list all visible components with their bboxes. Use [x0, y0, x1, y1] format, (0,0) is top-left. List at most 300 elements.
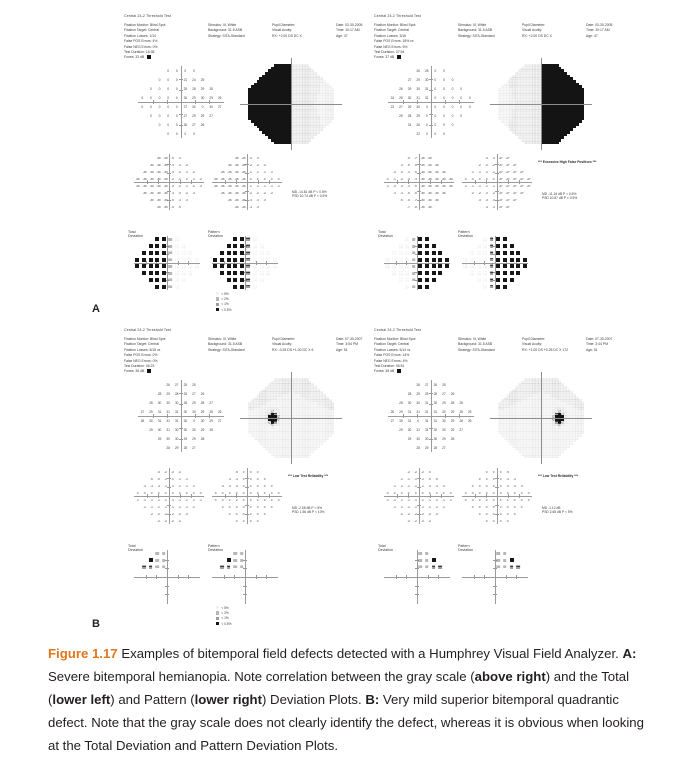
probability-symbol: [188, 265, 191, 268]
total-deviation-symbols-A-right: [384, 236, 450, 290]
deviation-value: -1: [442, 497, 445, 502]
probability-symbol: [432, 244, 436, 248]
hfa-printout-A-right: [370, 14, 632, 314]
deviation-value: -1: [178, 176, 181, 181]
deviation-value: -5: [157, 476, 160, 481]
deviation-value: -4: [492, 204, 495, 209]
threshold-grid-A-left: [138, 66, 224, 138]
grayscale-cell: [308, 453, 311, 456]
deviation-value: -1: [185, 497, 188, 502]
threshold-value: 0: [175, 122, 178, 127]
threshold-grid-A-right-tick: [429, 114, 432, 115]
deviation-value: 0: [499, 476, 502, 481]
probability-symbol: [220, 565, 224, 569]
threshold-grid-B-left-tick: [195, 414, 196, 417]
deviation-value: -2: [492, 190, 495, 195]
threshold-value: 29: [399, 409, 403, 414]
label-line: Total: [378, 544, 386, 548]
probability-symbol: [182, 251, 185, 254]
deviation-value: -3: [400, 169, 403, 174]
threshold-grid-B-left-tick: [179, 404, 182, 405]
deviation-value: -1: [199, 497, 202, 502]
deviation-value: 0: [270, 497, 273, 502]
threshold-value: 0: [460, 95, 462, 100]
probability-symbol: [477, 265, 480, 268]
deviation-value: -27: [498, 155, 503, 160]
threshold-grid-A-right-tick: [429, 79, 432, 80]
deviation-value: 0: [506, 504, 509, 509]
deviation-value: -2: [256, 162, 259, 167]
threshold-value: 31: [424, 86, 429, 91]
deviation-value: -3: [506, 483, 509, 488]
deviation-value: 0: [242, 476, 245, 481]
deviation-value: -27: [498, 162, 503, 167]
probability-symbol: [155, 251, 159, 255]
threshold-value: 0: [175, 68, 178, 73]
probability-symbol: [445, 264, 449, 268]
pattern-deviation-numeric-A-right-h-axis: [462, 182, 532, 183]
probability-symbol: [418, 237, 422, 241]
deviation-value: -1: [171, 476, 174, 481]
deviation-value: -1: [171, 497, 174, 502]
probability-symbol: [155, 558, 159, 562]
threshold-value: 28: [209, 409, 213, 414]
hfa-printout-B-left: [120, 328, 382, 628]
printout-field: Strategy: SITA-Standard: [208, 347, 245, 352]
grayscale-cell: [305, 455, 308, 458]
deviation-value: -1: [407, 497, 410, 502]
threshold-value: 26: [200, 122, 205, 127]
probability-symbol: [246, 237, 250, 241]
probability-symbol: [490, 237, 494, 241]
printout-field: Pupil Diameter:: [272, 337, 296, 341]
threshold-value: 28: [459, 409, 463, 414]
threshold-value: 30: [442, 409, 446, 414]
deviation-value: -2: [428, 518, 431, 523]
printout-field: Fixation Losses: 1/14: [124, 33, 157, 38]
probability-symbol: [240, 285, 244, 289]
probability-symbol: [227, 264, 231, 268]
deviation-value: -27: [512, 169, 517, 174]
printout-field: Visual Acuity:: [522, 28, 543, 33]
deviation-value: -2: [178, 511, 181, 516]
printout-field: Time: 3:54 PM: [336, 342, 358, 347]
deviation-value: 0: [256, 511, 259, 516]
deviation-value: -2: [256, 190, 259, 195]
deviation-value: -5: [407, 162, 410, 167]
probability-symbol: [213, 264, 217, 268]
deviation-value: 0: [478, 511, 481, 516]
probability-symbol: [188, 251, 191, 254]
threshold-value: 0: [434, 86, 437, 91]
deviation-value: 0: [520, 497, 523, 502]
deviation-value: 0: [249, 483, 252, 488]
printout-header-col2: [458, 23, 495, 39]
total-deviation-symbols-B-left-tick: [146, 575, 147, 578]
printout-field: Time: 10:17 AM: [336, 28, 360, 33]
printout-field: Pupil Diameter:: [272, 23, 296, 27]
deviation-value: 0: [256, 176, 259, 181]
deviation-value: -30: [427, 155, 432, 160]
grayscale-cell: [314, 133, 317, 136]
probability-symbol: [162, 251, 166, 255]
deviation-value: -30: [420, 162, 425, 167]
deviation-value: 0: [242, 504, 245, 509]
deviation-value: -2: [421, 469, 424, 474]
deviation-value: -2: [249, 162, 252, 167]
probability-symbol: [419, 552, 423, 556]
deviation-value: 0: [242, 490, 245, 495]
probability-symbol: [496, 285, 500, 289]
deviation-value: 0: [277, 497, 280, 502]
deviation-value: -3: [492, 197, 495, 202]
probability-symbol: [510, 558, 514, 562]
legend-label: < 2%: [221, 297, 229, 302]
probability-symbol: [483, 258, 486, 261]
probability-symbol: [233, 565, 237, 569]
deviation-value: 0: [499, 518, 502, 523]
deviation-value: -2: [485, 190, 488, 195]
threshold-value: 30: [407, 427, 412, 432]
total-deviation-symbols-B-left-tick: [165, 568, 168, 569]
threshold-value: 0: [167, 95, 169, 100]
printout-field: Stimulus: III, White: [458, 337, 487, 341]
deviation-value: -26: [241, 190, 246, 195]
pattern-deviation-symbols-B-right-tick: [474, 575, 475, 578]
deviation-value: -4: [150, 483, 153, 488]
threshold-value: 0: [443, 95, 445, 100]
printout-field: RX: -0.25 DS +1.00 DC X 6: [272, 347, 314, 352]
probability-symbol: [253, 278, 256, 281]
threshold-value: 31: [174, 409, 179, 414]
probability-symbol: [412, 251, 416, 255]
probability-symbol: [162, 258, 166, 262]
probability-symbol: [155, 278, 159, 282]
deviation-value: -27: [505, 176, 510, 181]
threshold-value: 28: [433, 391, 438, 396]
probability-symbol: [220, 264, 224, 268]
deviation-value: 0: [249, 469, 252, 474]
printout-field: Test Duration: 06:51: [374, 364, 405, 369]
threshold-value: 30: [200, 95, 205, 100]
deviation-value: 0: [414, 490, 417, 495]
grayscale-cell: [317, 445, 320, 448]
deviation-value: 0: [471, 504, 474, 509]
probability-symbol: [220, 271, 224, 275]
probability-symbol: [240, 244, 244, 248]
printout-header-col1: [124, 23, 165, 55]
threshold-value: 31: [166, 409, 170, 414]
deviation-value: 0: [221, 504, 224, 509]
threshold-value: 28: [166, 445, 170, 450]
deviation-value: -1: [249, 183, 252, 188]
pattern-deviation-symbols-A-right-tick: [474, 261, 475, 264]
probability-symbol: [162, 244, 166, 248]
deviation-value: -2: [164, 518, 167, 523]
grayscale-cell: [561, 450, 564, 453]
pattern-deviation-symbols-B-left-tick: [243, 594, 246, 595]
deviation-value: 0: [164, 490, 167, 495]
threshold-value: 0: [201, 104, 204, 109]
pattern-deviation-numeric-B-left: [212, 468, 282, 524]
probability-symbol: [477, 258, 480, 261]
threshold-value: 0: [443, 68, 445, 73]
threshold-value: 27: [390, 418, 395, 423]
threshold-value: 26: [467, 418, 472, 423]
deviation-value: -1: [435, 504, 438, 509]
total-deviation-numeric-A-right-h-axis: [384, 182, 454, 183]
probability-symbol: [425, 251, 429, 255]
deviation-value: -3: [249, 155, 252, 160]
pattern-deviation-numeric-B-right-tick: [492, 476, 498, 481]
printout-field: Fixation Target: Central: [374, 28, 409, 33]
threshold-value: 31: [174, 418, 179, 423]
probability-symbol: [240, 264, 244, 268]
total-deviation-numeric-A-left-tick: [167, 191, 170, 192]
deviation-value: -1: [393, 497, 396, 502]
probability-symbol: [253, 258, 256, 261]
threshold-value: 28: [200, 436, 205, 441]
total-deviation-numeric-A-right: [384, 154, 454, 210]
label-line: Pattern: [458, 544, 470, 548]
deviation-value: 0: [242, 511, 245, 516]
deviation-value: 0: [386, 176, 389, 181]
deviation-value: 0: [492, 518, 495, 523]
probability-symbol: [182, 271, 185, 274]
threshold-value: 29: [200, 86, 205, 91]
threshold-grid-B-right-tick: [429, 428, 432, 429]
probability-symbol: [155, 565, 159, 569]
deviation-value: -5: [435, 476, 438, 481]
threshold-value: 29: [166, 391, 170, 396]
pattern-deviation-numeric-A-right-tick: [475, 180, 476, 183]
deviation-value: 0: [270, 490, 273, 495]
probability-symbol: [477, 271, 480, 274]
threshold-value: 31: [416, 95, 420, 100]
threshold-value: 30: [157, 400, 162, 405]
deviation-value: -1: [192, 497, 195, 502]
threshold-value: 29: [450, 427, 455, 432]
probability-symbol: [503, 285, 507, 289]
total-deviation-numeric-B-right-tick: [417, 505, 420, 506]
deviation-value: -6: [414, 162, 417, 167]
deviation-value: -1: [414, 476, 417, 481]
threshold-value: 0: [150, 104, 152, 109]
total-deviation-numeric-B-right: [384, 468, 454, 524]
probability-symbol: [425, 264, 429, 268]
deviation-value: -4: [178, 155, 181, 160]
printout-field: Fixation Losses: 5/14 xx: [374, 347, 411, 352]
probability-symbol: [503, 264, 507, 268]
probability-symbol: [188, 258, 191, 261]
deviation-value: -1: [192, 483, 195, 488]
threshold-value: 29: [424, 391, 429, 396]
probability-symbol: [227, 558, 231, 562]
deviation-value: -30: [156, 176, 161, 181]
threshold-value: 29: [200, 427, 205, 432]
threshold-value: 0: [425, 131, 428, 136]
deviation-value: 0: [442, 490, 445, 495]
deviation-value: 0: [256, 490, 259, 495]
probability-symbol: [470, 251, 473, 254]
probability-symbol: [516, 264, 520, 268]
deviation-value: -3: [256, 155, 259, 160]
probability-symbol: [412, 244, 416, 248]
deviation-value: -26: [227, 190, 232, 195]
pattern-deviation-numeric-B-right-tick: [495, 505, 498, 506]
threshold-value: 0: [167, 113, 169, 118]
threshold-value: 30: [416, 400, 420, 405]
deviation-value: -2: [263, 190, 266, 195]
deviation-value: -30: [434, 162, 439, 167]
deviation-value: -4: [157, 483, 160, 488]
probability-symbol: [418, 251, 422, 255]
total-deviation-numeric-B-right-tick: [417, 487, 420, 488]
deviation-value: -1: [393, 176, 396, 181]
deviation-value: -27: [505, 162, 510, 167]
probability-symbol: [483, 285, 486, 288]
deviation-value: -4: [506, 476, 509, 481]
probability-symbol: [516, 271, 520, 275]
deviation-value: 0: [256, 483, 259, 488]
pattern-deviation-symbols-A-right: [462, 236, 528, 290]
probability-symbol: [405, 285, 408, 288]
grayscale-cell: [564, 133, 567, 136]
threshold-value: 0: [193, 418, 195, 423]
total-deviation-symbols-B-right-tick: [396, 575, 397, 578]
probability-symbol: [253, 271, 256, 274]
printout-field: False NEG Errors: 0%: [124, 358, 158, 363]
probability-symbol: [503, 558, 507, 562]
probability-symbol: [266, 251, 269, 254]
probability-symbol: [142, 565, 146, 569]
threshold-value: 30: [166, 436, 170, 441]
threshold-value: 30: [166, 400, 170, 405]
probability-symbol: [477, 278, 480, 281]
label-line: Total: [128, 230, 136, 234]
deviation-value: -7: [407, 204, 410, 209]
probability-symbol: [483, 265, 486, 268]
threshold-value: 0: [460, 113, 462, 118]
threshold-grid-A-left-tick: [179, 114, 182, 115]
pattern-deviation-numeric-B-left-tick: [245, 487, 248, 488]
probability-symbol: [149, 264, 153, 268]
deviation-value: -1: [393, 504, 396, 509]
deviation-value: 0: [249, 476, 252, 481]
printout-header-col1: [374, 337, 415, 369]
printout-field: Background: 31.5 ASB: [208, 342, 243, 347]
probability-symbol: [246, 264, 250, 268]
printout-field: Strategy: SITA-Standard: [208, 33, 245, 38]
probability-symbol: [227, 278, 231, 282]
deviation-value: -30: [434, 176, 439, 181]
deviation-value: -30: [427, 183, 432, 188]
total-deviation-numeric-B-left-tick: [167, 514, 170, 515]
deviation-value: -27: [498, 204, 503, 209]
deviation-value: -30: [142, 169, 147, 174]
deviation-value: -2: [400, 176, 403, 181]
threshold-value: 0: [443, 77, 445, 82]
probability-symbol: [490, 271, 494, 275]
deviation-value: 0: [270, 483, 273, 488]
threshold-value: 0: [425, 104, 428, 109]
deviation-value: -2: [171, 518, 174, 523]
deviation-value: -2: [400, 511, 403, 516]
threshold-value: 31: [433, 409, 438, 414]
threshold-value: 28: [450, 436, 455, 441]
deviation-value: -4: [428, 483, 431, 488]
probability-symbol: [503, 251, 507, 255]
printout-field: Fixation Monitor: Blind Spot: [374, 23, 416, 27]
probability-symbol: [149, 558, 153, 562]
probability-symbol: [470, 265, 473, 268]
index-value: PSD 1.56 dB P < 10%: [292, 510, 325, 514]
threshold-value: 31: [416, 409, 420, 414]
threshold-value: 0: [175, 95, 178, 100]
deviation-value: 0: [485, 504, 488, 509]
probability-symbol: [246, 271, 250, 275]
grayscale-cell: [555, 455, 558, 458]
index-value: MD -14.81 dB P < 0.5%: [292, 190, 327, 194]
deviation-value: -27: [512, 162, 517, 167]
threshold-value: 30: [407, 400, 412, 405]
deviation-value: 0: [464, 490, 467, 495]
index-value: MD -2.08 dB P < 5%: [292, 506, 323, 510]
grayscale-cell: [331, 431, 334, 434]
probability-symbol: [438, 565, 442, 569]
figure-plate: [88, 6, 688, 636]
deviation-value: -4: [435, 483, 438, 488]
printout-field: Test Duration: 06:23: [124, 364, 155, 369]
threshold-value: 0: [434, 104, 437, 109]
deviation-value: -2: [492, 162, 495, 167]
deviation-value: -1: [407, 504, 410, 509]
deviation-value: -6: [171, 204, 174, 209]
index-value: PSD 10.87 dB P < 0.5%: [542, 196, 578, 200]
legend-swatch-p1: [216, 617, 219, 620]
deviation-value: 0: [263, 497, 266, 502]
probability-symbol: [246, 251, 250, 255]
deviation-value: 0: [150, 490, 153, 495]
probability-symbol: [392, 258, 395, 261]
printout-field: Strategy: SITA-Standard: [458, 33, 495, 38]
probability-symbol: [253, 251, 256, 254]
threshold-value: 31: [157, 418, 162, 423]
deviation-value: -5: [414, 169, 417, 174]
threshold-value: 30: [407, 95, 412, 100]
probability-symbol: [260, 258, 263, 261]
deviation-value: -30: [420, 155, 425, 160]
threshold-value: 0: [167, 104, 169, 109]
deviation-value: -27: [505, 183, 510, 188]
deviation-value: 0: [228, 511, 231, 516]
printout-field: Age: 47: [586, 33, 598, 38]
probability-symbol: [418, 244, 422, 248]
deviation-value: -30: [420, 190, 425, 195]
probability-symbol: [496, 271, 500, 275]
deviation-value: -2: [150, 511, 153, 516]
deviation-value: -2: [435, 511, 438, 516]
deviation-value: 0: [400, 490, 403, 495]
deviation-value: 0: [492, 511, 495, 516]
deviation-value: -26: [234, 204, 239, 209]
probability-symbol: [155, 271, 159, 275]
threshold-value: 28: [183, 400, 188, 405]
probability-symbol: [175, 244, 178, 247]
grayscale-cell: [323, 125, 326, 128]
probability-symbol: [142, 264, 146, 268]
total-deviation-numeric-B-right-h-axis: [384, 496, 454, 497]
